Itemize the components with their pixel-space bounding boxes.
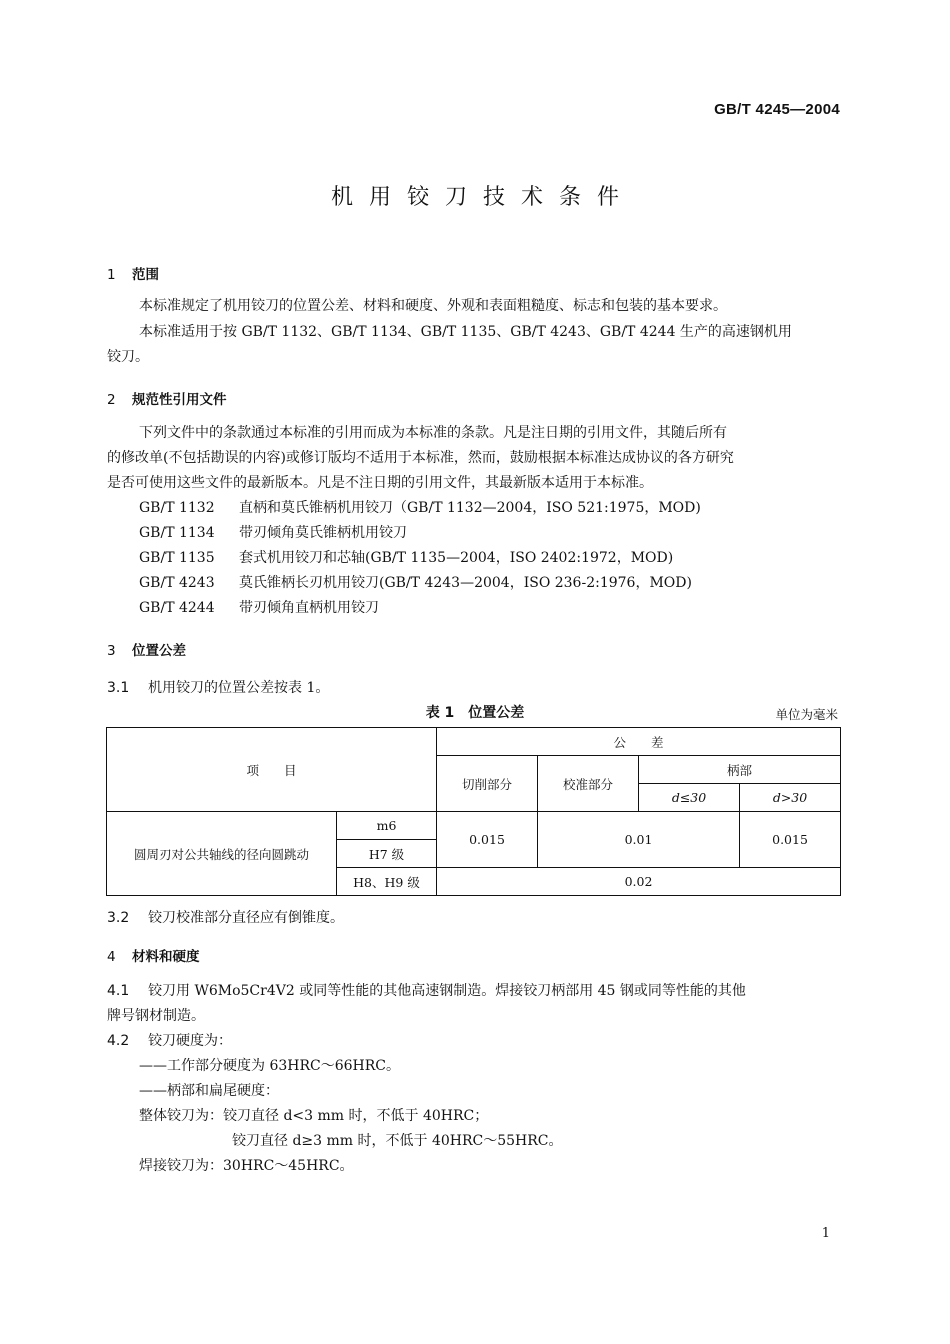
clause-4-1 [107, 979, 746, 1004]
reference-title: 带刃倾角莫氏锥柄机用铰刀 [239, 525, 407, 541]
section-title: 位置公差 [132, 643, 186, 659]
clause-text: 铰刀硬度为： [148, 1033, 232, 1049]
value-all: 0.02 [437, 868, 841, 896]
value-calibrating-shank: 0.01 [538, 812, 740, 868]
page-number: 1 [821, 1226, 830, 1241]
reference-code: GB/T 1132 [139, 500, 215, 516]
section-number: 2 [107, 392, 116, 408]
hardness-item-2: ——柄部和扁尾硬度： [139, 1083, 279, 1099]
section-2-para-b: 的修改单(不包括勘误的内容)或修订版均不适用于本标准，然而，鼓励根据本标准达成协议的各方研究 [107, 450, 734, 466]
section-title: 材料和硬度 [132, 949, 200, 965]
section-3-heading [107, 639, 186, 659]
value-shank-large: 0.015 [740, 812, 841, 868]
section-1-heading [107, 263, 159, 283]
section-4-heading [107, 945, 200, 965]
section-title: 范围 [132, 267, 159, 283]
clause-text: 机用铰刀的位置公差按表 1。 [148, 680, 330, 696]
clause-3-2 [107, 907, 344, 927]
header-shank: 柄部 [639, 756, 841, 784]
section-number: 1 [107, 267, 116, 283]
table-unit: 单位为毫米 [775, 707, 838, 722]
clause-text: 铰刀用 W6Mo5Cr4V2 或同等性能的其他高速钢制造。焊接铰刀柄部用 45 钢或同等性能的其他 [148, 983, 746, 999]
header-calibrating-part: 校准部分 [538, 756, 639, 812]
grade-h8-h9: H8、H9 级 [337, 868, 437, 896]
clause-number: 3.1 [107, 680, 130, 696]
hardness-item-4: 铰刀直径 d≥3 mm 时，不低于 40HRC～55HRC。 [232, 1133, 563, 1149]
hardness-item-5: 焊接铰刀为：30HRC～45HRC。 [139, 1158, 354, 1174]
reference-item [139, 596, 379, 621]
reference-title: 带刃倾角直柄机用铰刀 [239, 600, 379, 616]
clause-4-2 [107, 1029, 232, 1054]
row-label: 圆周刃对公共轴线的径向圆跳动 [107, 812, 337, 896]
table-caption: 表 1 位置公差 [425, 705, 525, 721]
reference-title: 莫氏锥柄长刃机用铰刀(GB/T 4243—2004，ISO 236-2:1976，MOD) [239, 575, 692, 591]
clause-text: 铰刀校准部分直径应有倒锥度。 [148, 910, 344, 926]
header-item: 项 目 [107, 728, 437, 812]
reference-code: GB/T 1134 [139, 525, 215, 541]
section-number: 3 [107, 643, 116, 659]
tolerance-table [106, 727, 841, 896]
header-d-small: d≤30 [639, 784, 740, 812]
standard-number: GB/T 4245—2004 [714, 101, 840, 118]
hardness-item-1: ——工作部分硬度为 63HRC～66HRC。 [139, 1058, 401, 1074]
value-cutting: 0.015 [437, 812, 538, 868]
section-2-para-c: 是否可使用这些文件的最新版本。凡是不注日期的引用文件，其最新版本适用于本标准。 [107, 475, 653, 491]
reference-item [139, 496, 701, 521]
header-d-large: d>30 [740, 784, 841, 812]
reference-code: GB/T 4243 [139, 575, 215, 591]
reference-code: GB/T 1135 [139, 550, 215, 566]
header-tolerance: 公 差 [437, 728, 841, 756]
clause-number: 4.1 [107, 983, 130, 999]
grade-h7: H7 级 [337, 840, 437, 868]
grade-m6: m6 [337, 812, 437, 840]
hardness-item-3: 整体铰刀为：铰刀直径 d<3 mm 时，不低于 40HRC； [139, 1108, 489, 1124]
section-1-para-1: 本标准规定了机用铰刀的位置公差、材料和硬度、外观和表面粗糙度、标志和包装的基本要求。 [139, 298, 727, 314]
reference-title: 直柄和莫氏锥柄机用铰刀（GB/T 1132—2004，ISO 521:1975，MOD) [239, 500, 701, 516]
header-cutting-part: 切削部分 [437, 756, 538, 812]
reference-item [139, 521, 407, 546]
section-1-para-2b: 铰刀。 [107, 349, 149, 365]
clause-number: 4.2 [107, 1033, 130, 1049]
clause-number: 3.2 [107, 910, 130, 926]
reference-item [139, 546, 673, 571]
page-title: 机用铰刀技术条件 [330, 185, 635, 210]
reference-item [139, 571, 692, 596]
clause-4-1-cont: 牌号钢材制造。 [107, 1008, 205, 1024]
section-title: 规范性引用文件 [132, 392, 227, 408]
section-2-heading [107, 388, 227, 408]
section-number: 4 [107, 949, 116, 965]
reference-code: GB/T 4244 [139, 600, 215, 616]
section-1-para-2a: 本标准适用于按 GB/T 1132、GB/T 1134、GB/T 1135、GB/T 4243、GB/T 4244 生产的高速钢机用 [139, 324, 792, 340]
reference-title: 套式机用铰刀和芯轴(GB/T 1135—2004，ISO 2402:1972，MOD) [239, 550, 674, 566]
clause-3-1 [107, 677, 329, 697]
section-2-para-a: 下列文件中的条款通过本标准的引用而成为本标准的条款。凡是注日期的引用文件，其随后所有 [139, 425, 727, 441]
